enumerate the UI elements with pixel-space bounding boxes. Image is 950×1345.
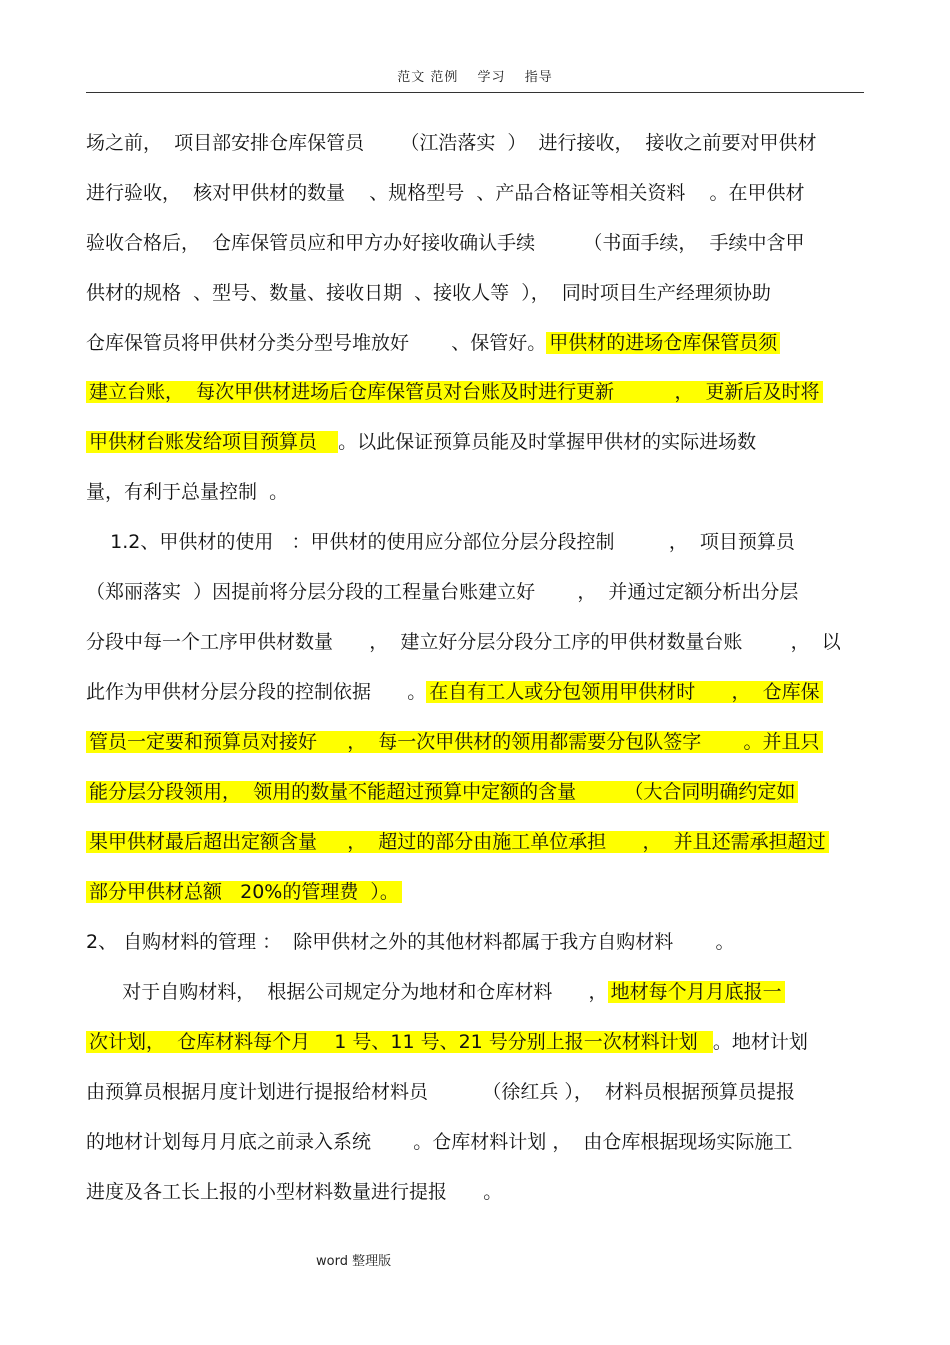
text-line bbox=[86, 523, 795, 561]
highlighted-text: 管员一定要和预算员对接好 ， 每一次甲供材的领用都需要分包队签字 。并且只 bbox=[86, 731, 823, 753]
text-segment: 由预算员根据月度计划进行提报给材料员 （徐红兵 ）， 材料员根据预算员提报 bbox=[86, 1081, 795, 1103]
highlighted-text: 地材每个月月底报一 bbox=[608, 981, 785, 1003]
highlighted-text: 在自有工人或分包领用甲供材时 ， 仓库保 bbox=[426, 681, 822, 703]
text-segment: 2、 自购材料的管理 ： 除甲供材之外的其他材料都属于我方自购材料 。 bbox=[86, 931, 735, 953]
text-segment: 量，有利于总量控制 。 bbox=[86, 481, 289, 503]
page-header: 范文 范例 学习 指导 bbox=[397, 70, 553, 85]
text-line bbox=[86, 1123, 792, 1161]
text-segment: 。以此保证预算员能及时掌握甲供材的实际进场数 bbox=[338, 431, 757, 453]
text-segment: 对于自购材料， 根据公司规定分为地材和仓库材料 ， bbox=[86, 981, 608, 1003]
text-segment: 。地材计划 bbox=[712, 1031, 808, 1053]
text-line bbox=[86, 324, 780, 362]
text-segment: 仓库保管员将甲供材分类分型号堆放好 、保管好。 bbox=[86, 332, 547, 354]
text-segment: 场之前， 项目部安排仓库保管员 （江浩落实 ） 进行接收， 接收之前要对甲供材 bbox=[86, 132, 817, 154]
text-segment: 1.2、甲供材的使用 ：甲供材的使用应分部位分层分段控制 ， 项目预算员 bbox=[86, 531, 795, 553]
text-segment: 进度及各工长上报的小型材料数量进行提报 。 bbox=[86, 1181, 503, 1203]
text-line bbox=[86, 1023, 808, 1061]
highlighted-text: 能分层分段领用， 领用的数量不能超过预算中定额的含量 （大合同明确约定如 bbox=[86, 781, 798, 803]
text-line bbox=[86, 373, 823, 411]
highlighted-text: 部分甲供材总额 20%的管理费 ）。 bbox=[86, 881, 402, 903]
text-segment: 验收合格后， 仓库保管员应和甲方办好接收确认手续 （书面手续， 手续中含甲 bbox=[86, 232, 805, 254]
highlighted-text: 甲供材的进场仓库保管员须 bbox=[546, 332, 780, 354]
text-line bbox=[86, 423, 756, 461]
page-footer: word 整理版 bbox=[316, 1254, 392, 1269]
text-line bbox=[86, 823, 829, 861]
text-line bbox=[86, 623, 841, 661]
header-divider bbox=[86, 92, 864, 93]
text-line bbox=[86, 473, 288, 511]
text-line bbox=[86, 723, 823, 761]
text-segment: 供材的规格 、型号、数量、接收日期 、接收人等 ）， 同时项目生产经理须协助 bbox=[86, 282, 771, 304]
text-line bbox=[86, 274, 771, 312]
text-line bbox=[86, 224, 804, 262]
highlighted-text: 果甲供材最后超出定额含量 ， 超过的部分由施工单位承担 ， 并且还需承担超过 bbox=[86, 831, 829, 853]
text-segment: 的地材计划每月月底之前录入系统 。仓库材料计划 ， 由仓库根据现场实际施工 bbox=[86, 1131, 793, 1153]
highlighted-text: 建立台账， 每次甲供材进场后仓库保管员对台账及时进行更新 ， 更新后及时将 bbox=[86, 381, 823, 403]
text-line bbox=[86, 673, 823, 711]
text-line bbox=[86, 923, 735, 961]
text-line bbox=[86, 873, 402, 911]
text-line bbox=[86, 1073, 795, 1111]
text-segment: 此作为甲供材分层分段的控制依据 。 bbox=[86, 681, 427, 703]
text-segment: （郑丽落实 ）因提前将分层分段的工程量台账建立好 ， 并通过定额分析出分层 bbox=[86, 581, 799, 603]
highlighted-text: 甲供材台账发给项目预算员 bbox=[86, 431, 338, 453]
text-line bbox=[86, 773, 798, 811]
text-line bbox=[86, 973, 785, 1011]
text-segment: 进行验收， 核对甲供材的数量 、规格型号 、产品合格证等相关资料 。在甲供材 bbox=[86, 182, 805, 204]
text-line bbox=[86, 1173, 502, 1211]
text-line bbox=[86, 124, 817, 162]
text-segment: 分段中每一个工序甲供材数量 ， 建立好分层分段分工序的甲供材数量台账 ， 以 bbox=[86, 631, 841, 653]
text-line bbox=[86, 174, 804, 212]
text-line bbox=[86, 573, 798, 611]
highlighted-text: 次计划， 仓库材料每个月 1 号、11 号、21 号分别上报一次材料计划 bbox=[86, 1031, 713, 1053]
